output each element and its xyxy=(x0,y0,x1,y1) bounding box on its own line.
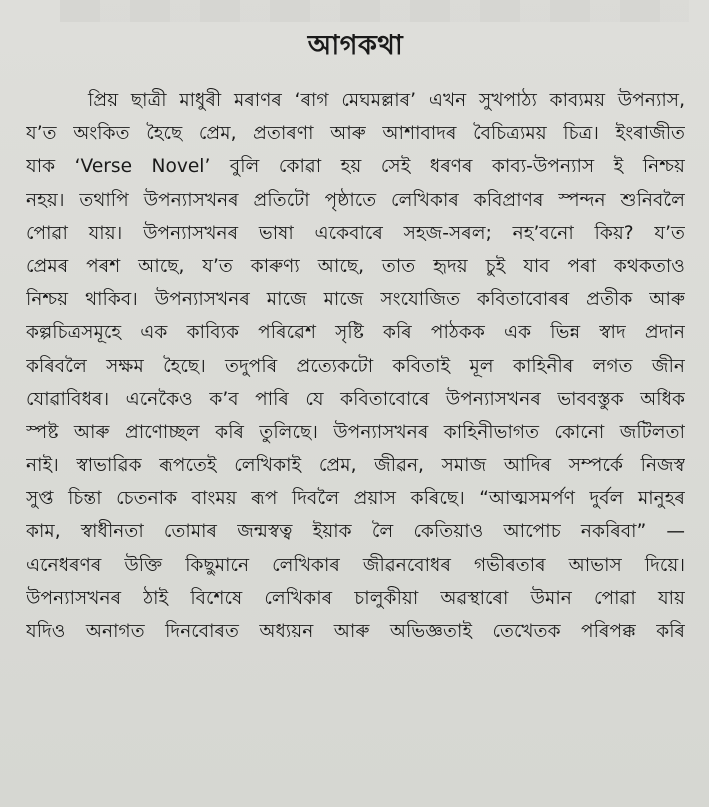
body-line: প্ৰেমৰ পৰশ আছে, য’ত কাৰুণ্য আছে, তাত হৃদয় চুই যাব পৰা কথকতাও xyxy=(26,255,685,277)
body-line: এনেধৰণৰ উক্তি কিছুমানে লেখিকাৰ জীৱনবোধৰ গভীৰতাৰ আভাস দিয়ে। xyxy=(26,554,685,576)
body-line: যদিও অনাগত দিনবোৰত অধ্যয়ন আৰু অভিজ্ঞতাই তেখেতক পৰিপক্ক কৰি xyxy=(26,621,685,642)
body-line: কৰিবলৈ সক্ষম হৈছে। তদুপৰি প্ৰত্যেকটো কবিতাই মূল কাহিনীৰ লগত জীন xyxy=(26,355,685,377)
body-line: উপন্যাসখনৰ ঠাই বিশেষে লেখিকাৰ চালুকীয়া অৱস্থাৰো উমান পোৱা যায় xyxy=(26,587,685,609)
body-line: স্পষ্ট আৰু প্ৰাণোচ্ছল কৰি তুলিছে। উপন্যাসখনৰ কাহিনীভাগত কোনো জটিলতা xyxy=(26,421,685,443)
body-paragraph xyxy=(26,84,685,648)
body-line: যাক ‘Verse Novel’ বুলি কোৱা হয় সেই ধৰণৰ কাব্য-উপন্যাস ই নিশ্চয় xyxy=(26,156,685,178)
body-line: নহয়। তথাপি উপন্যাসখনৰ প্ৰতিটো পৃষ্ঠাতে লেখিকাৰ কবিপ্ৰাণৰ স্পন্দন শুনিবলৈ xyxy=(26,189,685,211)
page-title: আগকথা xyxy=(307,30,404,61)
body-line: নাই। স্বাভাৱিক ৰূপতেই লেখিকাই প্ৰেম, জীৱন, সমাজ আদিৰ সম্পৰ্কে নিজস্ব xyxy=(26,455,685,477)
body-line: পোৱা যায়। উপন্যাসখনৰ ভাষা একেবাৰে সহজ-সৰল; নহ’বনো কিয়? য’ত xyxy=(26,222,685,244)
body-line: প্ৰিয় ছাত্ৰী মাধুৰী মৰাণৰ ‘ৰাগ মেঘমল্লাৰ’ এখন সুখপাঠ্য কাব্যময় উপন্যাস, xyxy=(88,90,685,111)
body-line: যোৱাবিধৰ। এনেকৈও ক’ব পাৰি যে কবিতাবোৰে উপন্যাসখনৰ ভাববস্তুক অধিক xyxy=(26,388,685,410)
body-line: কাম, স্বাধীনতা তোমাৰ জন্মস্বত্ব ইয়াক লৈ কেতিয়াও আপোচ নকৰিবা” — xyxy=(26,521,685,543)
body-line: য’ত অংকিত হৈছে প্ৰেম, প্ৰতাৰণা আৰু আশাবাদৰ বৈচিত্ৰ্যময় চিত্ৰ। ইংৰাজীত xyxy=(26,123,685,145)
show-through-text xyxy=(60,0,689,22)
body-line: কল্পচিত্ৰসমূহে এক কাব্যিক পৰিৱেশ সৃষ্টি কৰি পাঠকক এক ভিন্ন স্বাদ প্ৰদান xyxy=(26,322,685,344)
body-line: সুপ্ত চিন্তা চেতনাক বাংময় ৰূপ দিবলৈ প্ৰয়াস কৰিছে। “আত্মসমৰ্পণ দুৰ্বল মানুহৰ xyxy=(26,488,685,510)
body-line: নিশ্চয় থাকিব। উপন্যাসখনৰ মাজে মাজে সংযোজিত কবিতাবোৰৰ প্ৰতীক আৰু xyxy=(26,289,685,311)
